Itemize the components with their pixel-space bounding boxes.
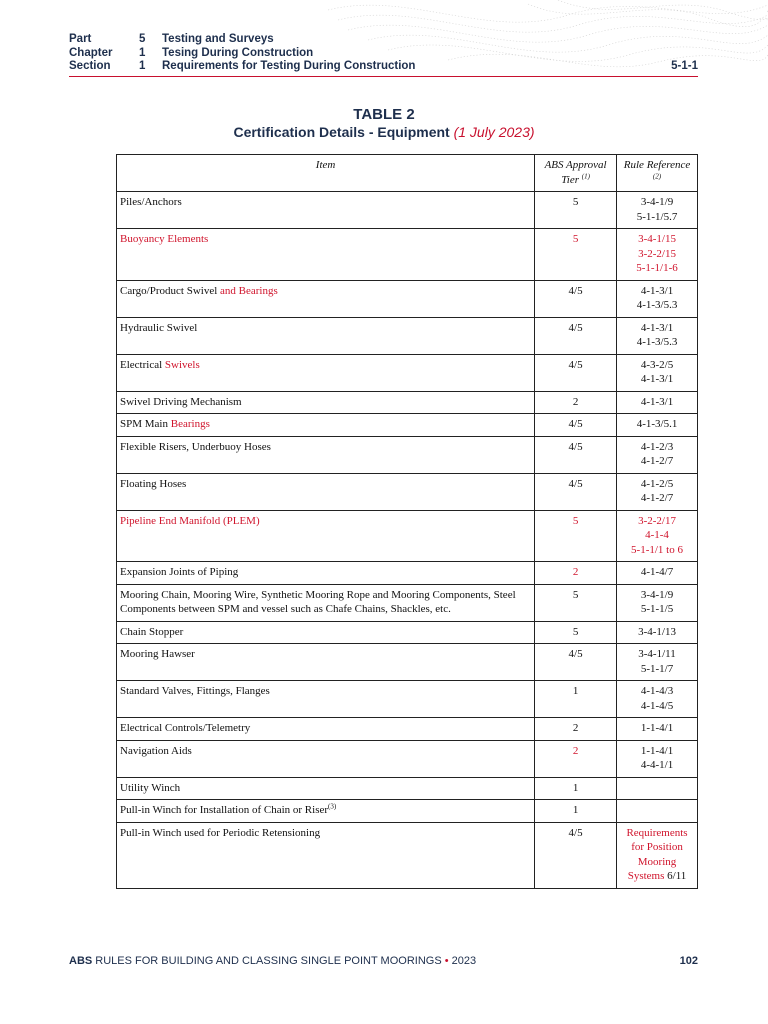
table-title [0,124,768,140]
table-row [117,229,698,281]
footnote-marker: (2) [652,171,662,180]
column-header-ref [617,155,698,192]
ref-line: Mooring [637,855,677,868]
table-row [117,562,698,585]
item-text: Cargo/Product Swivel [120,284,218,297]
item-cell [117,280,535,317]
item-cell: Utility Winch [117,777,535,800]
tier-cell: 2 [535,562,617,585]
ref-cell [617,317,698,354]
ref-line: 5-1-1/7 [640,662,674,675]
item-cell: Expansion Joints of Piping [117,562,535,585]
tier-cell: 1 [535,800,617,823]
ref-line: 4-1-3/1 [640,284,674,297]
ref-cell [617,280,698,317]
item-cell: Buoyancy Elements [117,229,535,281]
header-text: Requirements for Testing During Construction [162,60,416,72]
tier-cell: 4/5 [535,473,617,510]
tier-cell: 2 [535,718,617,741]
ref-line: 4-1-3/1 [640,321,674,334]
header-label: Part [69,33,92,45]
tier-cell: 5 [535,192,617,229]
item-text-revised: Swivels [164,358,200,371]
ref-line: for Position [631,841,683,853]
ref-line: 4-1-3/1 [640,373,674,385]
item-cell: Pull-in Winch used for Periodic Retensioning [117,822,535,888]
ref-cell [617,822,698,888]
tier-cell: 5 [535,621,617,644]
page-reference: 5-1-1 [671,60,698,72]
tier-cell: 4/5 [535,436,617,473]
header-row-chapter [69,47,698,61]
ref-line: 4-1-2/7 [640,492,674,504]
ref-cell: 4-1-4/7 [617,562,698,585]
ref-cell: 3-4-1/13 [617,621,698,644]
footer-title [69,955,476,967]
footnote-marker: (1) [581,171,590,180]
table-row [117,822,698,888]
table-row [117,621,698,644]
ref-line: 3-2-2/15 [638,247,676,260]
item-text: Pull-in Winch for Installation of Chain or Riser [120,804,329,816]
column-header-item [117,155,535,192]
ref-line: 4-1-3/5.3 [636,336,678,348]
tier-cell: 5 [535,510,617,562]
ref-cell: 4-1-3/5.1 [617,414,698,437]
ref-cell [617,192,698,229]
ref-cell [617,777,698,800]
tier-cell: 4/5 [535,414,617,437]
table-row [117,510,698,562]
table-title-date: (1 July 2023) [453,124,535,140]
table-row [117,436,698,473]
table-row [117,681,698,718]
item-text-revised: and Bearings [220,284,278,297]
item-cell: Floating Hoses [117,473,535,510]
table-row [117,391,698,414]
item-cell [117,800,535,823]
item-cell: Pipeline End Manifold (PLEM) [117,510,535,562]
footnote-marker: (3) [328,802,337,811]
ref-cell: 4-1-3/1 [617,391,698,414]
chapter-header [69,33,698,74]
tier-cell: 4/5 [535,354,617,391]
footer-text: RULES FOR BUILDING AND CLASSING SINGLE POINT MOORINGS [95,955,442,967]
header-text: Tesing During Construction [162,46,314,59]
footer-year: 2023 [451,955,477,967]
ref-line: 3-4-1/9 [640,196,674,208]
tier-cell: 2 [535,740,617,777]
header-text: Testing and Surveys [162,33,274,45]
tier-cell: 2 [535,391,617,414]
ref-line: Requirements [626,826,688,839]
table-row [117,777,698,800]
table-row [117,800,698,823]
ref-line: 4-1-4/3 [640,685,674,697]
ref-line: 3-4-1/15 [638,233,676,245]
table-row [117,317,698,354]
footer-abs-logo: ABS [69,955,93,967]
ref-text: 6/11 [667,870,687,882]
item-cell: Mooring Hawser [117,644,535,681]
tier-cell: 4/5 [535,317,617,354]
ref-line: 4-1-4 [645,529,669,541]
ref-cell [617,740,698,777]
ref-line: 3-2-2/17 [638,514,676,527]
ref-line: 4-1-2/5 [640,477,674,490]
header-number: 5 [139,33,146,45]
table-row [117,584,698,621]
footer-bullet: • [444,955,449,967]
header-number: 1 [139,46,146,59]
ref-line: 4-3-2/5 [640,358,674,371]
item-cell [117,414,535,437]
header-row-section [69,60,698,74]
ref-line: 5-1-1/1 to 6 [631,543,683,556]
tier-cell: 4/5 [535,822,617,888]
column-header-tier-label: ABS Approval Tier [544,159,607,186]
ref-line: 4-1-3/5.3 [636,299,678,311]
ref-cell [617,473,698,510]
ref-line: 5-1-1/1-6 [636,262,678,274]
ref-cell [617,681,698,718]
page-number: 102 [679,955,698,967]
table-row [117,644,698,681]
item-cell: Standard Valves, Fittings, Flanges [117,681,535,718]
table-row [117,354,698,391]
table-row [117,280,698,317]
ref-line: 3-4-1/9 [640,588,674,601]
item-text: Electrical [120,358,163,371]
item-cell: Electrical Controls/Telemetry [117,718,535,741]
page-footer [69,955,698,967]
ref-cell [617,800,698,823]
table-row [117,740,698,777]
tier-cell: 1 [535,681,617,718]
column-header-item-label: Item [315,159,336,171]
item-cell [117,354,535,391]
header-number: 1 [139,60,146,72]
tier-cell: 5 [535,584,617,621]
header-label: Section [69,60,111,72]
tier-cell: 4/5 [535,644,617,681]
item-cell: Chain Stopper [117,621,535,644]
ref-line: 4-1-2/3 [640,440,674,453]
ref-line-mixed [620,869,694,884]
table-row [117,718,698,741]
ref-cell [617,584,698,621]
column-header-ref-label: Rule Reference [623,159,691,171]
item-text: SPM Main [120,418,168,430]
item-cell: Navigation Aids [117,740,535,777]
table-row [117,414,698,437]
item-cell: Swivel Driving Mechanism [117,391,535,414]
ref-line: 5-1-1/5 [640,603,674,615]
ref-cell [617,510,698,562]
table-number: TABLE 2 [353,106,415,123]
item-cell: Piles/Anchors [117,192,535,229]
ref-line: 5-1-1/5.7 [636,210,678,223]
ref-cell: 1-1-4/1 [617,718,698,741]
table-header-row [117,155,698,192]
certification-table [116,154,698,889]
header-label: Chapter [69,46,113,59]
column-header-tier [535,155,617,192]
ref-cell [617,436,698,473]
ref-line: 4-4-1/1 [640,759,674,771]
table-row [117,473,698,510]
header-divider [69,76,698,77]
ref-cell [617,354,698,391]
ref-cell [617,229,698,281]
ref-line: 4-1-4/5 [640,699,674,712]
item-cell: Mooring Chain, Mooring Wire, Synthetic Mooring Rope and Mooring Components, Steel Components between SPM and vessel such as Chafe Chains, Shackles, etc. [117,584,535,621]
tier-cell: 5 [535,229,617,281]
table-title-text: Certification Details - Equipment [233,124,450,140]
tier-cell: 4/5 [535,280,617,317]
header-row-part [69,33,698,47]
item-text-revised: Bearings [170,418,210,430]
tier-cell: 1 [535,777,617,800]
ref-line: 3-4-1/11 [638,648,676,660]
ref-cell [617,644,698,681]
item-cell: Hydraulic Swivel [117,317,535,354]
ref-line: 1-1-4/1 [640,744,674,757]
ref-line: 4-1-2/7 [640,455,674,467]
ref-text-revised: Systems [627,870,665,882]
table-row [117,192,698,229]
item-cell: Flexible Risers, Underbuoy Hoses [117,436,535,473]
